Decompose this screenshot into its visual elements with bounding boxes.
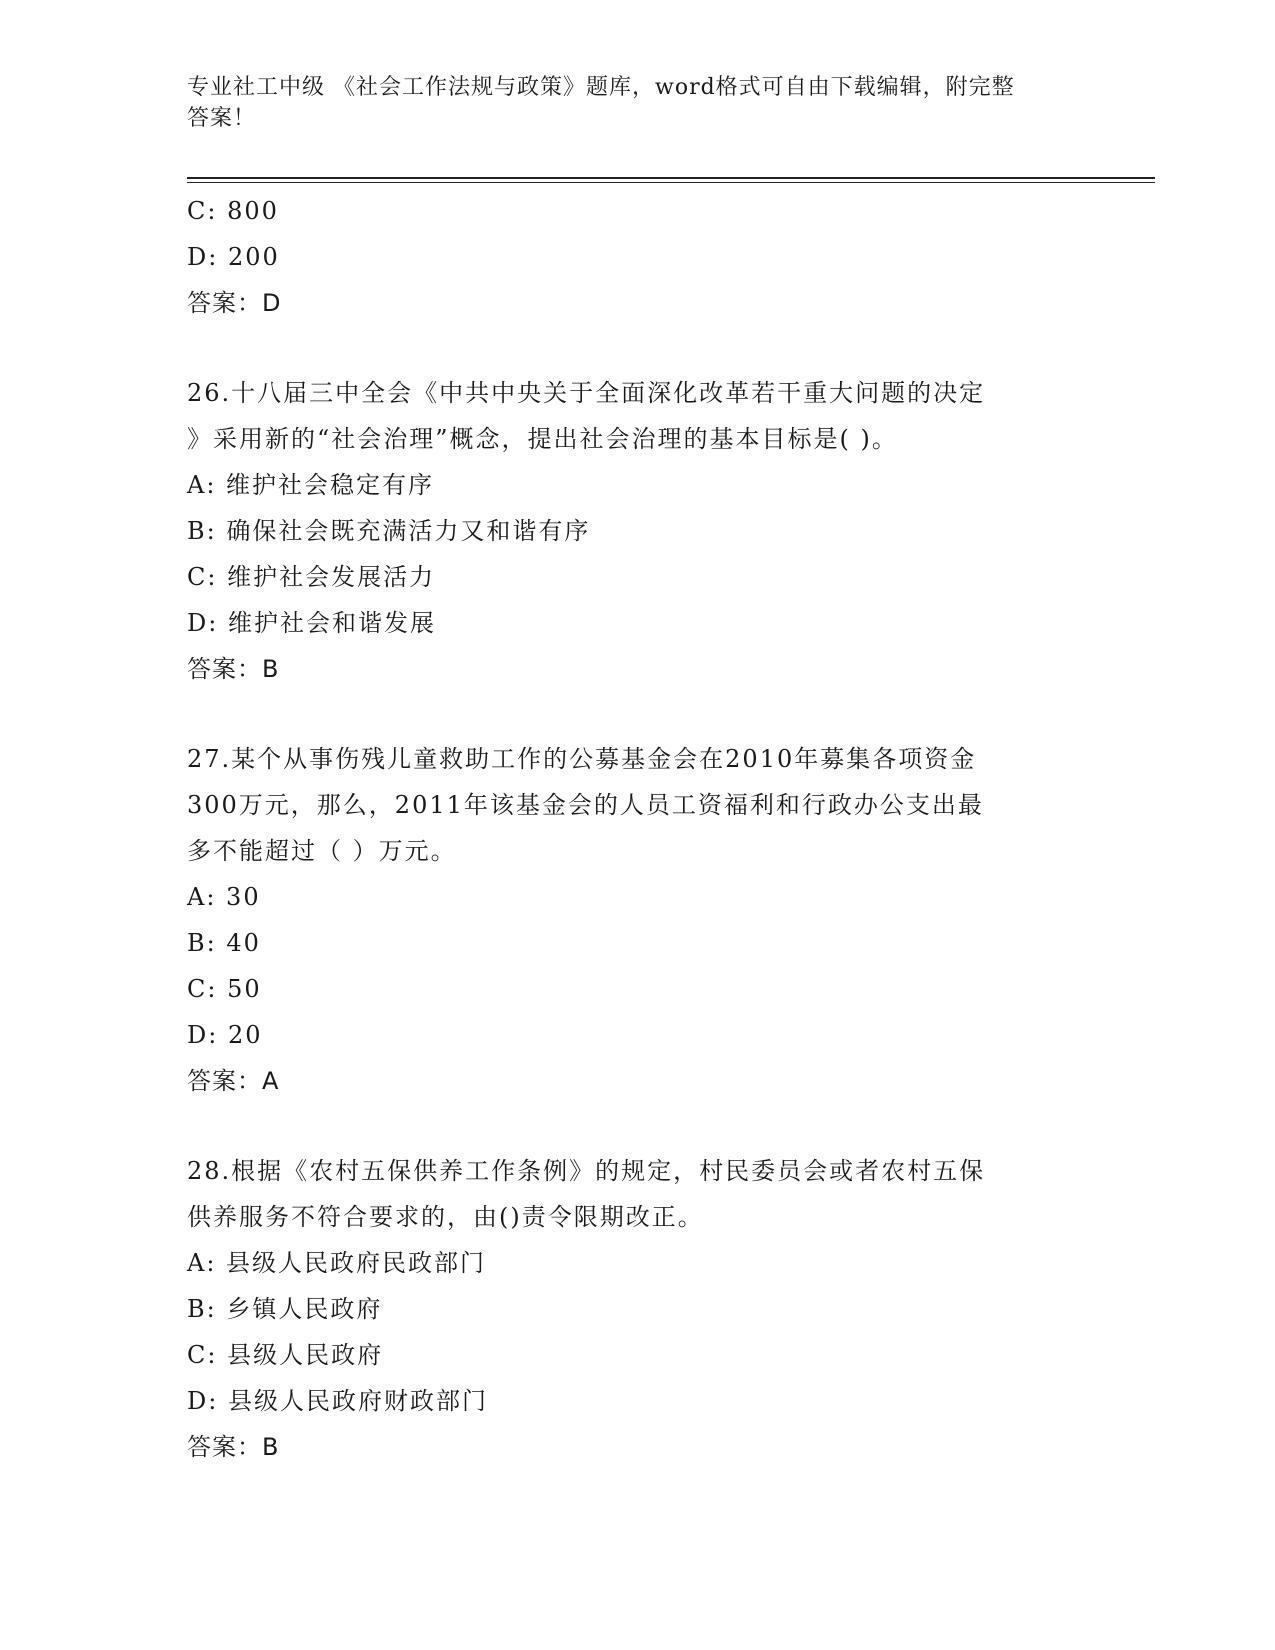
option-a: A: 维护社会稳定有序	[187, 471, 435, 499]
option-b: B: 40	[187, 929, 261, 957]
option-c: C: 维护社会发展活力	[187, 563, 436, 591]
option-d: D: 维护社会和谐发展	[187, 609, 436, 637]
question-27	[187, 736, 1087, 1104]
question-stem-line: 26.十八届三中全会《中共中央关于全面深化改革若干重大问题的决定	[187, 379, 986, 407]
document-header	[187, 72, 1087, 134]
answer-line: 答案：D	[187, 289, 282, 317]
question-stem-line: 28.根据《农村五保供养工作条例》的规定，村民委员会或者农村五保	[187, 1157, 986, 1185]
question-stem-line: 300万元，那么，2011年该基金会的人员工资福利和行政办公支出最	[187, 791, 984, 819]
document-body	[187, 188, 1087, 1470]
question-stem-line: 》采用新的“社会治理”概念，提出社会治理的基本目标是( )。	[187, 425, 898, 453]
option-d: D: 县级人民政府财政部门	[187, 1387, 488, 1415]
header-divider-thick	[187, 177, 1155, 179]
question-28	[187, 1148, 1087, 1470]
option-b: B: 确保社会既充满活力又和谐有序	[187, 517, 591, 545]
header-divider-thin	[187, 182, 1155, 183]
question-stem-line: 多不能超过（ ）万元。	[187, 837, 457, 865]
option-c: C: 50	[187, 975, 262, 1003]
previous-question-tail	[187, 188, 1087, 326]
option-d: D: 20	[187, 1021, 263, 1049]
question-26	[187, 370, 1087, 692]
option-a: A: 县级人民政府民政部门	[187, 1249, 487, 1277]
option-b: B: 乡镇人民政府	[187, 1295, 383, 1323]
question-stem-line: 27.某个从事伤残儿童救助工作的公募基金会在2010年募集各项资金	[187, 745, 977, 773]
option-a: A: 30	[187, 883, 261, 911]
answer-line: 答案：B	[187, 1433, 280, 1461]
answer-line: 答案：A	[187, 1067, 280, 1095]
header-title-line-2: 答案！	[187, 106, 257, 131]
question-stem-line: 供养服务不符合要求的，由()责令限期改正。	[187, 1203, 704, 1231]
answer-line: 答案：B	[187, 655, 280, 683]
header-title-line: 专业社工中级 《社会工作法规与政策》题库，word格式可自由下载编辑，附完整	[187, 75, 1015, 100]
option-c: C: 县级人民政府	[187, 1341, 384, 1369]
option-c: C: 800	[187, 197, 279, 225]
option-d: D: 200	[187, 243, 280, 271]
